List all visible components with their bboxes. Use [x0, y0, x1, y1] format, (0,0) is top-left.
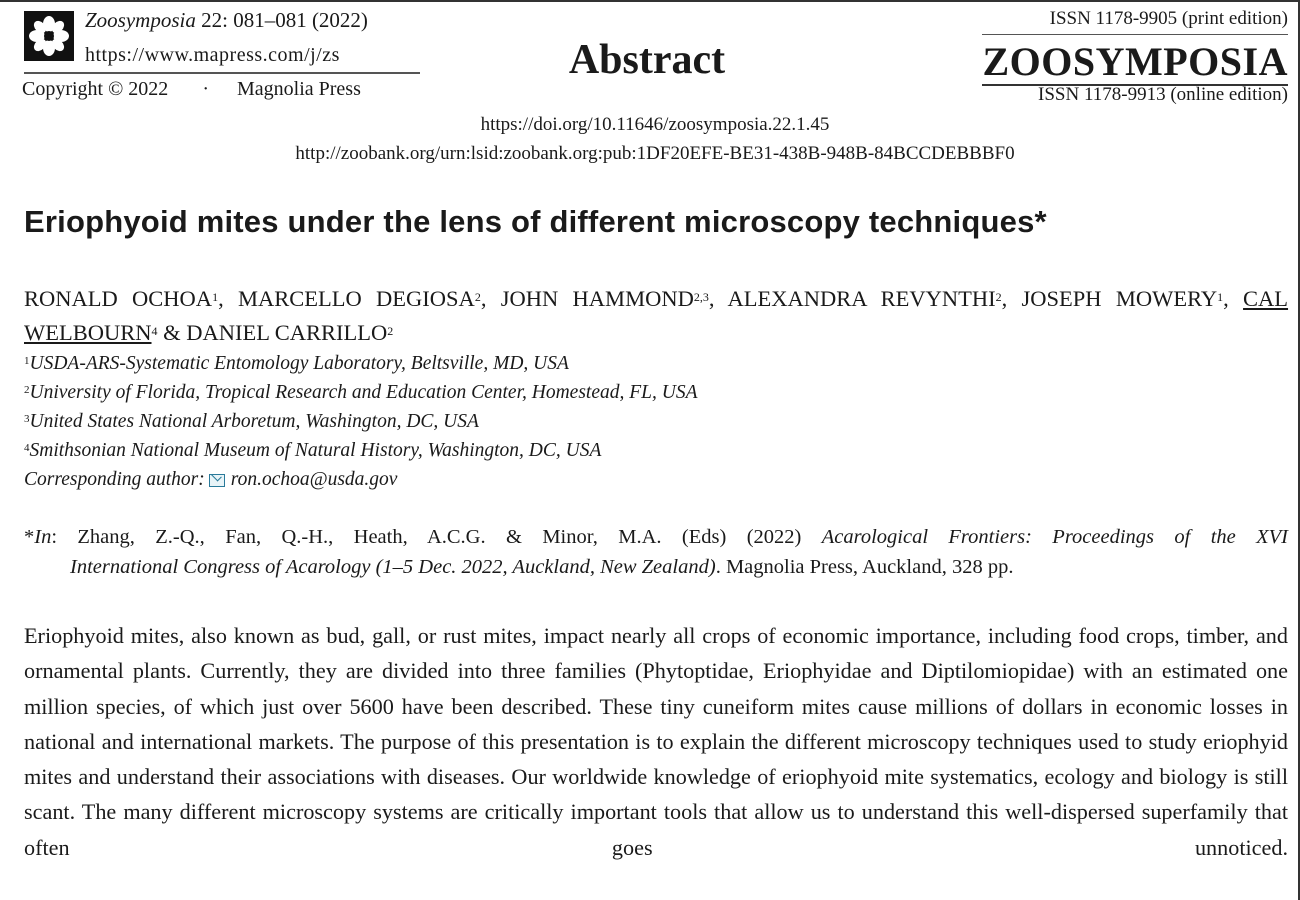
corresponding-label: Corresponding author: — [24, 469, 205, 490]
author-affil-sup: 4 — [151, 324, 158, 338]
author-separator: , — [1223, 286, 1244, 311]
author-affil-sup: 2 — [387, 324, 394, 338]
affiliation-text: University of Florida, Tropical Research and Education Center, Homestead, FL, USA — [29, 382, 698, 403]
copyright-text: Copyright © 2022 — [22, 78, 169, 100]
affiliation-text: Smithsonian National Museum of Natural History, Washington, DC, USA — [29, 440, 602, 461]
affiliation-item — [24, 407, 697, 436]
author-separator: , — [708, 286, 728, 311]
journal-title: ZOOSYMPOSIA — [982, 39, 1288, 84]
affiliation-item — [24, 436, 697, 465]
author-list — [24, 282, 1288, 350]
corresponding-author — [24, 465, 697, 494]
affiliation-text: United States National Arboretum, Washington, DC, USA — [29, 411, 479, 432]
author-name: MARCELLO DEGIOSA — [238, 286, 475, 311]
affiliation-item — [24, 378, 697, 407]
author-affil-sup: 1 — [1217, 290, 1224, 304]
journal-volume-pages: 22: 081–081 (2022) — [195, 8, 368, 32]
reference-editors: : Zhang, Z.-Q., Fan, Q.-H., Heath, A.C.G. & Minor, M.A. (Eds) (2022) — [51, 526, 822, 548]
proceedings-reference — [24, 522, 1288, 582]
separator-dot: · — [202, 78, 209, 100]
zoobank-link[interactable]: http://zoobank.org/urn:lsid:zoobank.org:pub:1DF20EFE-BE31-438B-948B-84BCCDEBBBF0 — [295, 143, 1015, 164]
author-name: ALEXANDRA REVYNTHI — [727, 286, 996, 311]
author-separator: , — [480, 286, 501, 311]
journal-citation — [85, 8, 368, 33]
affiliation-number: 4 — [24, 442, 30, 454]
author-affil-sup: 2,3 — [693, 290, 709, 304]
author-name: JOHN HAMMOND — [500, 286, 694, 311]
book-title-part-1: Acarological Frontiers: Proceedings of the XVI — [821, 526, 1289, 548]
in-label: In — [34, 526, 52, 548]
author-name: DANIEL CARRILLO — [186, 320, 388, 345]
affiliation-number: 3 — [24, 413, 30, 425]
affiliation-text: USDA-ARS-Systematic Entomology Laboratory, Beltsville, MD, USA — [29, 353, 569, 374]
book-title-part-2: International Congress of Acarology (1–5 Dec. 2022, Auckland, New Zealand) — [70, 556, 716, 578]
affiliation-list — [24, 349, 697, 494]
author-name: RONALD OCHOA — [24, 286, 213, 311]
reference-publisher: . Magnolia Press, Auckland, 328 pp. — [715, 556, 1014, 578]
affiliation-item — [24, 349, 697, 378]
article-title: Eriophyoid mites under the lens of different microscopy techniques* — [24, 204, 1047, 239]
doi-link[interactable]: https://doi.org/10.11646/zoosymposia.22.1.45 — [480, 114, 830, 135]
corresponding-email[interactable]: ron.ochoa@usda.gov — [230, 469, 398, 490]
mail-icon[interactable] — [209, 474, 225, 487]
author-affil-sup: 2 — [995, 290, 1002, 304]
author-separator: , — [1001, 286, 1022, 311]
author-name-link[interactable]: CAL WELBOURN — [24, 286, 1289, 345]
author-affil-sup: 2 — [474, 290, 481, 304]
author-separator: , — [218, 286, 238, 311]
affiliation-number: 2 — [24, 384, 30, 396]
reference-line-1 — [24, 522, 1288, 552]
top-border — [0, 0, 1300, 2]
reference-line-2 — [24, 552, 1288, 582]
journal-name: Zoosymposia — [85, 8, 196, 32]
affiliation-number: 1 — [24, 355, 30, 367]
issn-print: ISSN 1178-9905 (print edition) — [1049, 8, 1288, 29]
author-name: JOSEPH MOWERY — [1021, 286, 1218, 311]
issn-divider-top — [982, 34, 1288, 35]
journal-url-link[interactable]: https://www.mapress.com/j/zs — [85, 44, 340, 66]
author-separator: & — [157, 320, 187, 345]
section-label-text: Abstract — [568, 37, 726, 83]
footnote-marker: * — [24, 526, 35, 548]
author-affil-sup: 1 — [212, 290, 219, 304]
publisher-name: Magnolia Press — [236, 78, 361, 100]
abstract-body: Eriophyoid mites, also known as bud, gall, or rust mites, impact nearly all crops of economic importance, including food crops, timber, and ornamental plants. Currently, they are divided into three families (Phytoptidae, Eriophyidae and Diptilomiopidae) with an estimated one million species, of which just over 5600 have been described. These tiny cuneiform mites cause millions of dollars in economic losses in national and international markets. The purpose of this presentation is to explain the different microscopy techniques used to study eriophyid mites and understand their associations with diseases. Our worldwide knowledge of eriophyoid mite systematics, ecology and biology is still scant. The many different microscopy systems are critically important tools that allow us to understand this well-dispersed superfamily that often goes unnoticed. — [24, 623, 1288, 860]
issn-online: ISSN 1178-9913 (online edition) — [1038, 84, 1288, 105]
